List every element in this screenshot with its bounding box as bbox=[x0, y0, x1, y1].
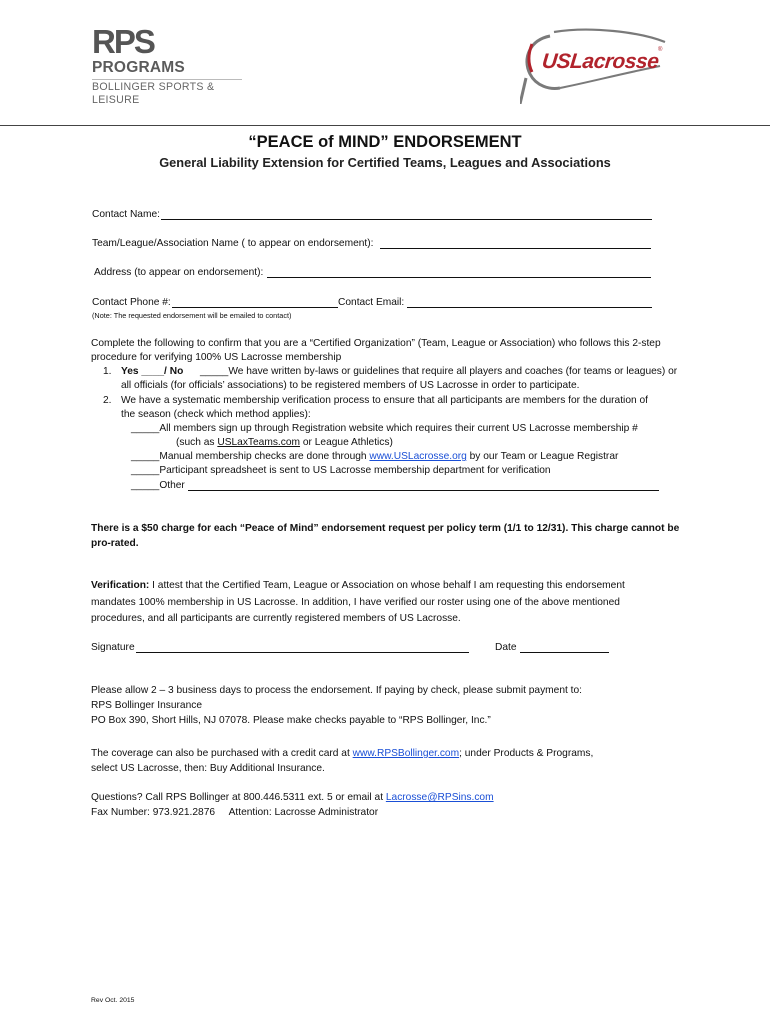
uslacrosse-wordmark: USLacrosse bbox=[540, 50, 660, 73]
item2-text-line1: We have a systematic membership verification process to ensure that all participants are members for the duration of bbox=[121, 395, 648, 406]
item1-text-line1: _____We have written by-laws or guidelines that require all players and coaches (for teams or leagues) or bbox=[200, 366, 678, 377]
email-label: Contact Email: bbox=[338, 297, 405, 308]
document-subtitle: General Liability Extension for Certified Teams, Leagues and Associations bbox=[159, 155, 611, 170]
team-name-field[interactable] bbox=[380, 248, 651, 249]
email-link[interactable]: Lacrosse@RPSins.com bbox=[385, 792, 494, 803]
examples-suffix: or League Athletics) bbox=[300, 437, 393, 448]
verification-line1 bbox=[91, 579, 625, 593]
uslacrosse-logo bbox=[520, 24, 670, 104]
credit-line2: select US Lacrosse, then: Buy Additional Insurance. bbox=[91, 763, 325, 774]
manual-checks-suffix: by our Team or League Registrar bbox=[466, 451, 619, 462]
address-label: Address (to appear on endorsement): bbox=[94, 267, 264, 278]
rps-logo-programs: PROGRAMS bbox=[92, 59, 185, 76]
manual-checks-prefix: _____Manual membership checks are done through bbox=[131, 451, 370, 462]
option-other[interactable]: _____Other bbox=[131, 480, 185, 491]
charge-notice-line2: pro-rated. bbox=[91, 538, 139, 549]
option-registration-examples bbox=[176, 436, 393, 450]
contact-name-field[interactable] bbox=[161, 219, 652, 220]
examples-prefix: (such as bbox=[176, 437, 218, 448]
payment-line3: PO Box 390, Short Hills, NJ 07078. Please make checks payable to “RPS Bollinger, Inc.” bbox=[91, 715, 491, 726]
procedure-intro-line2: procedure for verifying 100% US Lacrosse membership bbox=[91, 352, 342, 363]
item2-number: 2. bbox=[103, 395, 112, 406]
contact-name-label: Contact Name: bbox=[92, 209, 160, 220]
email-field[interactable] bbox=[407, 307, 652, 308]
item1-text-line2: all officials (for officials’ associations) to be registered members of US Lacrosse in order to participate. bbox=[121, 380, 580, 391]
verification-line2: mandates 100% membership in US Lacrosse. In addition, I have verified our roster using one of the above mentioned bbox=[91, 597, 620, 608]
uslacrosse-link[interactable]: www.USLacrosse.org bbox=[369, 451, 467, 462]
team-name-label: Team/League/Association Name ( to appear on endorsement): bbox=[92, 238, 374, 249]
other-method-field[interactable] bbox=[188, 490, 659, 491]
rps-logo-subtitle: BOLLINGER SPORTS & LEISURE bbox=[92, 81, 215, 106]
signature-field[interactable] bbox=[136, 652, 469, 653]
uslaxteams-link[interactable]: USLaxTeams.com bbox=[217, 437, 301, 448]
item1-number: 1. bbox=[103, 366, 112, 377]
address-field[interactable] bbox=[267, 277, 651, 278]
option-manual-checks[interactable] bbox=[131, 450, 618, 464]
option-spreadsheet[interactable]: _____Participant spreadsheet is sent to US Lacrosse membership department for verification bbox=[131, 465, 551, 476]
credit-prefix: The coverage can also be purchased with a credit card at bbox=[91, 748, 353, 759]
credit-line1 bbox=[91, 747, 593, 761]
email-note: (Note: The requested endorsement will be emailed to contact) bbox=[92, 311, 292, 320]
verification-text: I attest that the Certified Team, League or Association on whose behalf I am requesting this endorsement bbox=[149, 580, 625, 591]
phone-label: Contact Phone #: bbox=[92, 297, 171, 308]
rps-programs-logo bbox=[92, 23, 252, 106]
verification-line3: procedures, and all participants are currently registered members of US Lacrosse. bbox=[91, 613, 461, 624]
item2-text-line2: the season (check which method applies): bbox=[121, 409, 311, 420]
verification-label: Verification: bbox=[91, 580, 150, 591]
document-title: “PEACE of MIND” ENDORSEMENT bbox=[248, 133, 522, 151]
phone-field[interactable] bbox=[172, 307, 338, 308]
questions-prefix: Questions? Call RPS Bollinger at 800.446.5311 ext. 5 or email at bbox=[91, 792, 386, 803]
date-field[interactable] bbox=[520, 652, 609, 653]
item1-yes-no[interactable]: Yes ____/ No bbox=[121, 366, 184, 377]
registered-mark: ® bbox=[658, 47, 663, 53]
payment-line1: Please allow 2 – 3 business days to process the endorsement. If paying by check, please submit payment to: bbox=[91, 685, 582, 696]
questions-line1 bbox=[91, 791, 494, 805]
header-divider bbox=[0, 125, 770, 126]
date-label: Date bbox=[495, 642, 517, 653]
rpsbollinger-link[interactable]: www.RPSBollinger.com bbox=[352, 748, 460, 759]
credit-suffix: ; under Products & Programs, bbox=[459, 748, 594, 759]
fax-line: Fax Number: 973.921.2876 Attention: Lacrosse Administrator bbox=[91, 807, 379, 818]
rps-logo-mark: RPS bbox=[92, 23, 154, 60]
option-registration-website[interactable]: _____All members sign up through Registration website which requires their current US Lacrosse membership # bbox=[131, 423, 638, 434]
revision-note: Rev Oct. 2015 bbox=[91, 997, 135, 1004]
procedure-intro-line1: Complete the following to confirm that you are a “Certified Organization” (Team, League or Association) who follows this 2-step bbox=[91, 338, 661, 349]
signature-label: Signature bbox=[91, 642, 135, 653]
payment-line2: RPS Bollinger Insurance bbox=[91, 700, 202, 711]
charge-notice-line1: There is a $50 charge for each “Peace of Mind” endorsement request per policy term (1/1 to 12/31). This charge cannot be bbox=[91, 523, 680, 534]
rps-logo-rule bbox=[92, 79, 242, 80]
